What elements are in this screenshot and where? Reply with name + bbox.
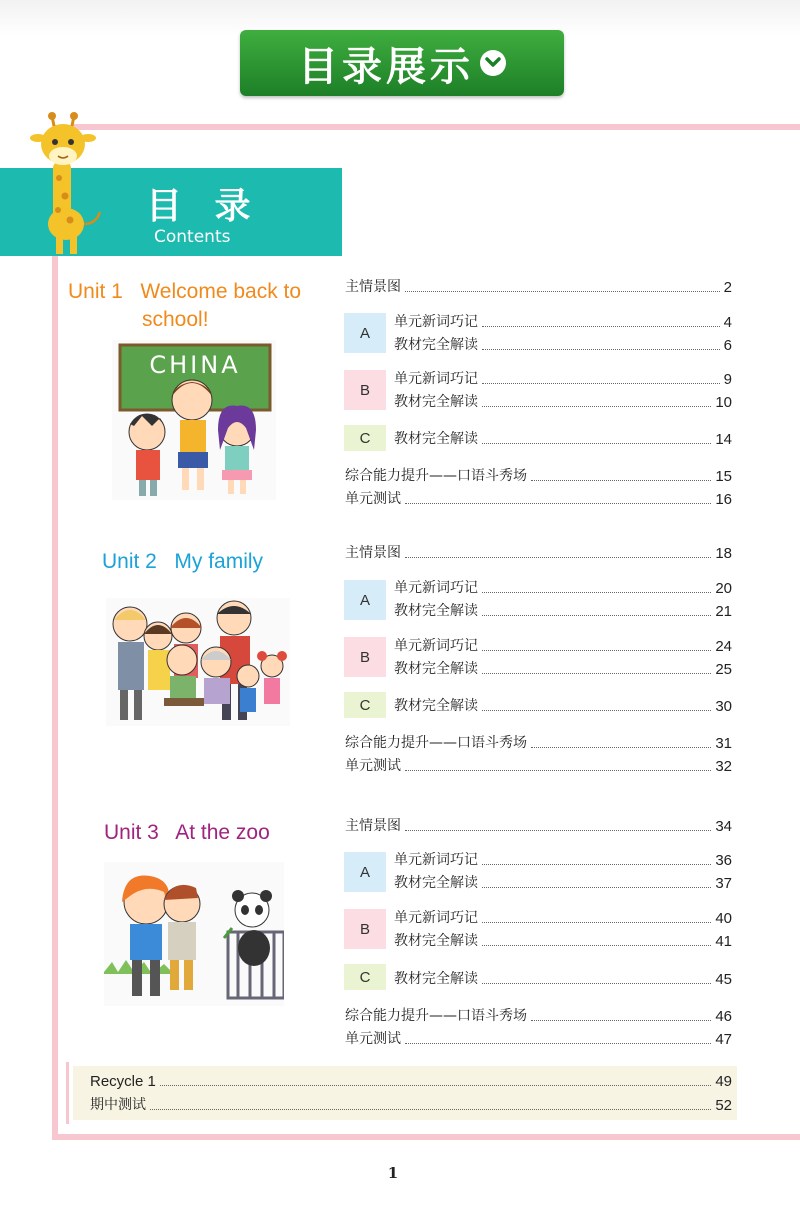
unit-2-test-entry[interactable] [345, 755, 732, 775]
entry-label: 综合能力提升——口语斗秀场 [345, 468, 527, 484]
entry-label: 单元新词巧记 [394, 638, 478, 654]
leader-dots [405, 503, 711, 504]
entry-page: 21 [715, 603, 732, 620]
catalog-banner [240, 30, 564, 96]
chevron-down-icon [480, 50, 506, 76]
chalkboard-text: CHINA [149, 351, 241, 379]
entry-page: 24 [715, 638, 732, 655]
entry-page: 9 [723, 371, 732, 388]
entry-label: 主情景图 [345, 818, 401, 834]
entry-page: 6 [723, 337, 732, 354]
leader-dots [482, 887, 711, 888]
unit-1-title-line2: school! [142, 308, 209, 331]
unit-1-scene-entry[interactable] [345, 276, 732, 296]
unit-3-c-text-entry[interactable] [394, 968, 732, 988]
entry-label: 单元测试 [345, 491, 401, 507]
leader-dots [482, 983, 711, 984]
entry-label: 综合能力提升——口语斗秀场 [345, 1008, 527, 1024]
unit-2-illustration [106, 598, 290, 726]
leader-dots [160, 1085, 711, 1086]
entry-label: 教材完全解读 [394, 698, 478, 714]
entry-page: 15 [715, 468, 732, 485]
entry-label: 单元新词巧记 [394, 580, 478, 596]
leader-dots [405, 770, 711, 771]
unit-3-title-line1: Unit 3 At the zoo [104, 821, 270, 844]
unit-3-tag-b: B [344, 909, 386, 949]
unit-1-test-entry[interactable] [345, 488, 732, 508]
frame-left-line [52, 256, 58, 1140]
unit-1-b-text-entry[interactable] [394, 391, 732, 411]
entry-page: 31 [715, 735, 732, 752]
entry-page: 36 [715, 852, 732, 869]
entry-label: 教材完全解读 [394, 661, 478, 677]
entry-page: 16 [715, 491, 732, 508]
leader-dots [482, 673, 711, 674]
entry-label: 教材完全解读 [394, 337, 478, 353]
entry-label: 期中测试 [90, 1097, 146, 1113]
unit-2-title-line1: Unit 2 My family [102, 550, 264, 573]
entry-label: Recycle 1 [90, 1073, 156, 1090]
entry-label: 教材完全解读 [394, 431, 478, 447]
unit-1-tag-c: C [344, 425, 386, 451]
frame-top-line [72, 124, 800, 130]
unit-3-a-text-entry[interactable] [394, 872, 732, 892]
leader-dots [150, 1109, 711, 1110]
leader-dots [482, 592, 711, 593]
unit-3-ability-entry[interactable] [345, 1005, 732, 1025]
unit-1-title-line1: Unit 1 Welcome back to [68, 280, 302, 303]
contents-subtitle: Contents [154, 227, 231, 247]
leader-dots [482, 326, 720, 327]
entry-page: 32 [715, 758, 732, 775]
leader-dots [482, 406, 711, 407]
leader-dots [482, 922, 711, 923]
unit-2-b-text-entry[interactable] [394, 658, 732, 678]
unit-1-illustration [112, 340, 276, 500]
unit-1-a-vocab-entry[interactable] [394, 311, 732, 331]
entry-label: 主情景图 [345, 279, 401, 295]
unit-2-a-vocab-entry[interactable] [394, 577, 732, 597]
contents-title: 目 录 [146, 186, 261, 227]
unit-3-test-entry[interactable] [345, 1028, 732, 1048]
leader-dots [531, 1020, 711, 1021]
leader-dots [405, 1043, 711, 1044]
entry-page: 40 [715, 910, 732, 927]
unit-2-ability-entry[interactable] [345, 732, 732, 752]
unit-1-b-vocab-entry[interactable] [394, 368, 732, 388]
unit-2-scene-entry[interactable] [345, 542, 732, 562]
entry-page: 18 [715, 545, 732, 562]
entry-page: 10 [715, 394, 732, 411]
leader-dots [482, 864, 711, 865]
unit-2-tag-b: B [344, 637, 386, 677]
unit-2-title [102, 548, 263, 576]
entry-page: 30 [715, 698, 732, 715]
entry-page: 49 [715, 1073, 732, 1090]
unit-2-a-text-entry[interactable] [394, 600, 732, 620]
leader-dots [482, 710, 711, 711]
midterm-test-entry[interactable] [90, 1094, 732, 1114]
unit-1-c-text-entry[interactable] [394, 428, 732, 448]
leader-dots [482, 383, 720, 384]
entry-label: 单元测试 [345, 1031, 401, 1047]
entry-page: 4 [723, 314, 732, 331]
giraffe-icon [30, 112, 110, 257]
entry-label: 主情景图 [345, 545, 401, 561]
entry-label: 教材完全解读 [394, 875, 478, 891]
entry-page: 47 [715, 1031, 732, 1048]
entry-page: 34 [715, 818, 732, 835]
unit-3-b-text-entry[interactable] [394, 930, 732, 950]
entry-label: 单元新词巧记 [394, 852, 478, 868]
unit-3-b-vocab-entry[interactable] [394, 907, 732, 927]
entry-label: 单元新词巧记 [394, 371, 478, 387]
entry-label: 教材完全解读 [394, 394, 478, 410]
unit-3-scene-entry[interactable] [345, 815, 732, 835]
leader-dots [482, 945, 711, 946]
entry-page: 37 [715, 875, 732, 892]
entry-page: 2 [723, 279, 732, 296]
recycle-1-entry[interactable] [90, 1070, 732, 1090]
leader-dots [405, 291, 720, 292]
unit-2-tag-a: A [344, 580, 386, 620]
unit-3-tag-a: A [344, 852, 386, 892]
entry-label: 单元新词巧记 [394, 314, 478, 330]
unit-2-c-text-entry[interactable] [394, 695, 732, 715]
frame-bottom-line [52, 1134, 800, 1140]
leader-dots [482, 650, 711, 651]
banner-title: 目录展示 [298, 43, 474, 90]
leader-dots [531, 747, 711, 748]
unit-1-ability-entry[interactable] [345, 465, 732, 485]
unit-2-b-vocab-entry[interactable] [394, 635, 732, 655]
unit-1-a-text-entry[interactable] [394, 334, 732, 354]
unit-3-tag-c: C [344, 964, 386, 990]
entry-label: 教材完全解读 [394, 971, 478, 987]
entry-page: 20 [715, 580, 732, 597]
leader-dots [405, 557, 711, 558]
leader-dots [405, 830, 711, 831]
entry-label: 单元测试 [345, 758, 401, 774]
unit-3-title [104, 819, 270, 847]
entry-page: 45 [715, 971, 732, 988]
unit-1-tag-a: A [344, 313, 386, 353]
entry-label: 教材完全解读 [394, 933, 478, 949]
entry-page: 52 [715, 1097, 732, 1114]
unit-1-tag-b: B [344, 370, 386, 410]
entry-label: 综合能力提升——口语斗秀场 [345, 735, 527, 751]
entry-page: 14 [715, 431, 732, 448]
frame-inner-left-line [66, 1062, 69, 1124]
entry-page: 46 [715, 1008, 732, 1025]
unit-3-a-vocab-entry[interactable] [394, 849, 732, 869]
unit-2-tag-c: C [344, 692, 386, 718]
entry-page: 41 [715, 933, 732, 950]
entry-label: 教材完全解读 [394, 603, 478, 619]
unit-1-title [68, 278, 301, 334]
entry-page: 25 [715, 661, 732, 678]
leader-dots [482, 615, 711, 616]
page-number: 1 [387, 1164, 399, 1182]
leader-dots [482, 443, 711, 444]
entry-label: 单元新词巧记 [394, 910, 478, 926]
leader-dots [531, 480, 711, 481]
leader-dots [482, 349, 720, 350]
unit-3-illustration [104, 862, 284, 1006]
